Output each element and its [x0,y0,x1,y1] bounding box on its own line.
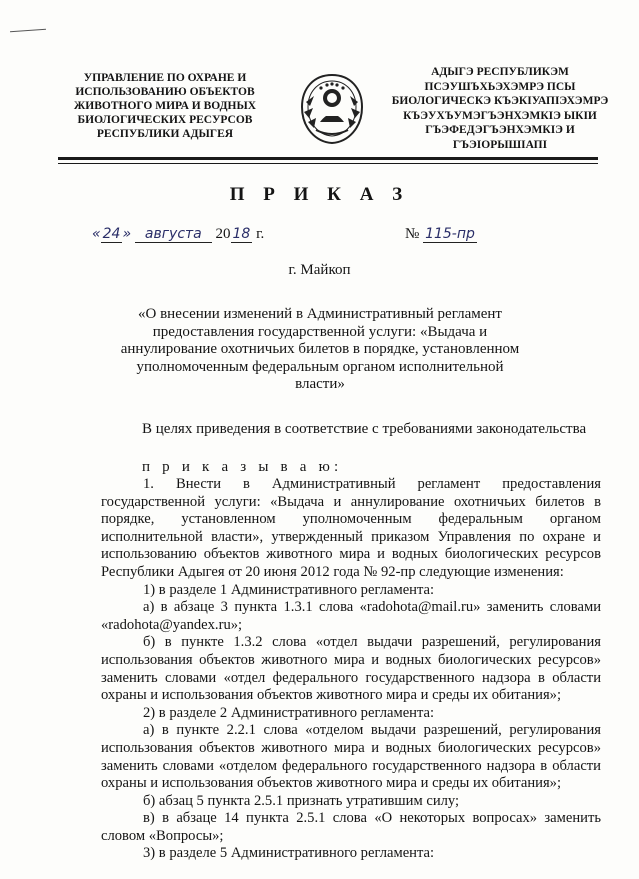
preamble: В целях приведения в соответствие с требованиями законодательства [142,421,587,437]
date-quote-close: » [122,226,132,242]
document-title: П Р И К А З [229,184,410,205]
paragraph: б) абзац 5 пункта 2.5.1 признать утратившим силу; [143,792,460,809]
date-year-unit: г. [256,226,265,242]
date-year-suffix: 18 [232,226,251,242]
date-year-prefix: 20 [215,226,231,242]
paragraph: 1. Внести в Административный регламент предоставления государственной услуги: «Выдача и аннулирование охотничьих билетов в порядке, установленном уполномоченным федеральным органом исполнительной власти», утвержденный приказом Управления по охране и использованию объектов животного мира и водных биологических ресурсов Республики Адыгея от 20 июня 2012 года № 92-пр следующие изменения: [101,476,601,580]
order-word: п р и к а з ы в а ю: [142,459,343,475]
number-label: № [405,226,420,242]
org-name-adyghe: АДЫГЭ РЕСПУБЛИКЭМ ПСЭУШЪХЬЭХЭМРЭ ПСЫ БИОЛОГИЧЕСКЭ КЪЭКIУАПIЭХЭМРЭ КЪЭУХЪУМЭГЪЭНХЭМКIЭ ЫКIИ ГЪЭФЕДЭГЪЭНХЭМКIЭ И ГЪЭIОРЫШIАПI [391,66,609,151]
date-quote-open: « [92,226,101,242]
header-rule-thick [58,157,598,160]
paragraph: а) в абзаце 3 пункта 1.3.1 слова «radohota@mail.ru» заменить словами «radohota@yandex.ru»; [101,599,601,633]
order-date [92,226,264,243]
paragraph: 3) в разделе 5 Административного регламента: [143,845,435,862]
date-month: августа [135,226,212,243]
org-name-russian: УПРАВЛЕНИЕ ПО ОХРАНЕ И ИСПОЛЬЗОВАНИЮ ОБЪЕКТОВ ЖИВОТНОГО МИРА И ВОДНЫХ БИОЛОГИЧЕСКИХ РЕСУРСОВ РЕСПУБЛИКИ АДЫГЕЯ [73,72,257,140]
paragraph: а) в пункте 2.2.1 слова «отделом выдачи разрешений, регулирования использования объектов животного мира и водных биологических ресурсов» заменить словами «отделом федерального государственного надзора в области охраны и использования объектов животного мира и среды их обитания»; [101,722,601,792]
paragraph: 1) в разделе 1 Административного регламента: [143,581,435,598]
paragraph: б) в пункте 1.3.2 слова «отдел выдачи разрешений, регулирования использования объектов животного мира и водных биологических ресурсов» заменить словами «отдел федерального государственного надзора в области охраны и использования объектов животного мира и среды их обитания»; [101,634,601,704]
paragraph: 2) в разделе 2 Административного регламента: [143,704,435,721]
order-subject: «О внесении изменений в Административный регламент предоставления государственной услуги: «Выдача и аннулирование охотничьих билетов в порядке, установленном уполномоченным федеральным органом исполнительной власти» [120,306,520,392]
scan-mark [10,29,46,33]
order-body [101,476,601,863]
city: г. Майкоп [288,262,351,278]
order-number [405,226,477,243]
paragraph: в) в абзаце 14 пункта 2.5.1 слова «О некоторых вопросах» заменить словом «Вопросы»; [101,810,601,844]
header-rule-thin [58,163,598,164]
coat-of-arms-icon [296,72,368,146]
number-value: 115-пр [425,226,475,242]
date-day: 24 [102,226,121,242]
